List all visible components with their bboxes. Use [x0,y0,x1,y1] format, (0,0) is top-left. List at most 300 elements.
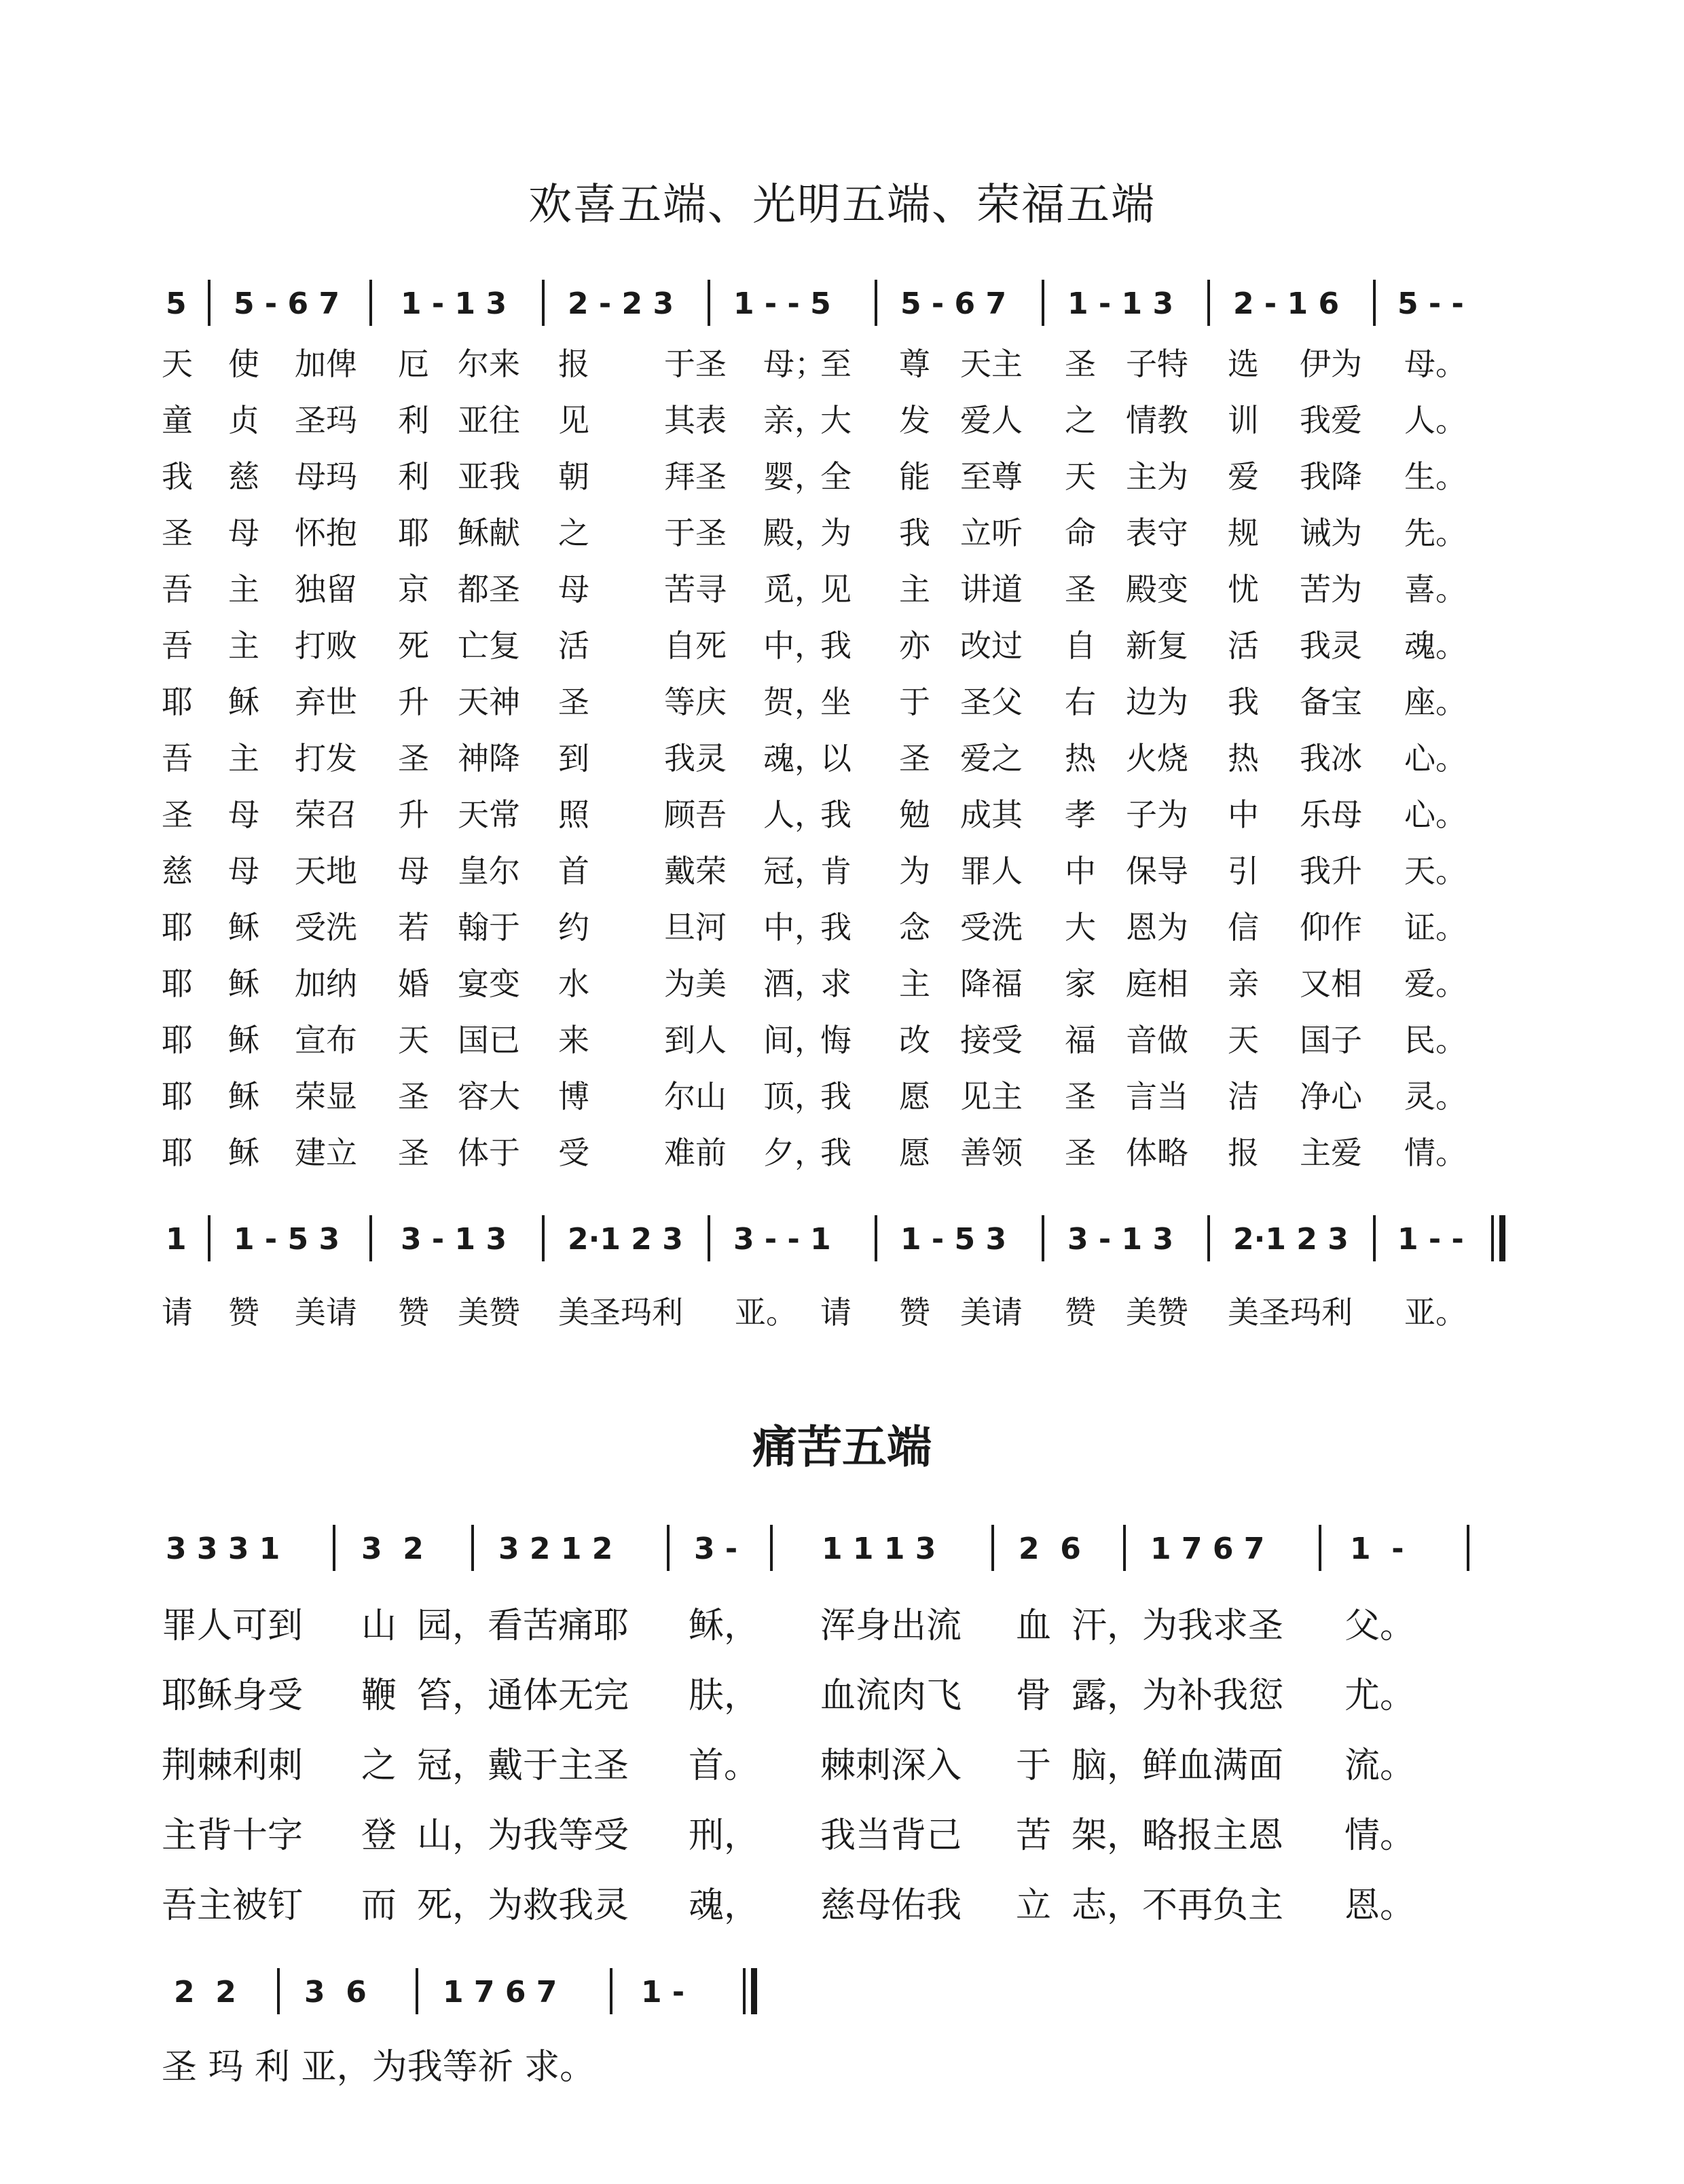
measure: 3 2 1 2 [498,1532,613,1566]
final-barline [1491,1215,1494,1261]
lyric-cell: 美请 [960,1294,1023,1331]
lyric-cell: 请 [162,1294,193,1331]
lyric-cell: 弃世 [295,684,357,720]
lyric-row [162,1597,1520,1667]
measure: 2 6 [1019,1532,1081,1566]
lyric-cell: 愿 [899,1134,930,1171]
lyric-cell: 山，为我等受 [417,1815,629,1856]
lyric-cell: 情。 [1404,1134,1467,1171]
lyric-cell: 净心 [1300,1078,1362,1115]
lyric-cell: 母 [558,571,589,608]
lyric-cell: 间， [763,1022,826,1058]
lyric-cell: 稣 [228,909,259,946]
barline [471,1525,474,1571]
lyric-cell: 到 [558,740,589,777]
barline [369,280,372,326]
lyric-cell: 恩。 [1344,1885,1416,1926]
lyric-cell: 血流肉飞 [820,1676,962,1716]
lyric-row [162,1737,1520,1807]
lyric-cell: 志，不再负主 [1072,1885,1284,1926]
lyric-cell: 母 [228,515,259,551]
lyric-cell: 拜圣 [664,458,727,495]
sorrowful-lyrics [162,1597,1520,1946]
lyric-cell: 亦 [899,627,930,664]
barline [991,1525,994,1571]
barline [1319,1525,1321,1571]
lyric-cell: 酒， [763,965,826,1002]
lyric-cell: 亚。 [1404,1294,1467,1331]
lyric-cell: 人。 [1404,402,1467,439]
lyric-cell: 稣 [228,1022,259,1058]
lyric-cell: 加纳 [295,965,357,1002]
barline [1042,280,1044,326]
lyric-cell: 罪人可到 [162,1606,304,1646]
lyric-cell: 求 [820,965,852,1002]
lyric-row [162,734,1520,790]
lyric-cell: 改 [899,1022,930,1058]
lyric-row [162,1016,1520,1072]
lyric-cell: 肯 [820,853,852,889]
lyric-row [162,508,1520,565]
lyric-cell: 爱人 [960,402,1023,439]
lyric-cell: 骨 [1016,1676,1052,1716]
lyric-cell: 见 [558,402,589,439]
lyric-cell: 刑， [689,1815,760,1856]
lyric-cell: 魂， [689,1885,760,1926]
lyric-cell: 国子 [1300,1022,1362,1058]
lyric-cell: 改过 [960,627,1023,664]
lyric-cell: 尔来 [458,346,520,382]
lyric-cell: 洁 [1228,1078,1259,1115]
lyric-cell: 冠， [763,853,826,889]
lyric-cell: 血 [1016,1606,1052,1646]
lyric-cell: 主为 [1126,458,1188,495]
lyric-cell: 罪人 [960,853,1023,889]
lyric-cell: 京 [398,571,429,608]
lyric-cell: 于 [899,684,930,720]
lyric-cell: 荣召 [295,796,357,833]
lyric-cell: 魂。 [1404,627,1467,664]
lyric-cell: 首 [558,853,589,889]
barline [875,1215,877,1261]
lyric-cell: 全 [820,458,852,495]
lyric-cell: 选 [1228,346,1259,382]
lyric-cell: 报 [558,346,589,382]
lyric-cell: 耶 [162,1078,193,1115]
lyric-cell: 活 [558,627,589,664]
lyric-cell: 人， [763,796,826,833]
lyric-cell: 忧 [1228,571,1259,608]
lyric-cell: 戴荣 [664,853,727,889]
lyric-cell: 圣 [398,740,429,777]
barline [1373,280,1376,326]
lyric-cell: 我 [820,627,852,664]
lyric-cell: 赞 [398,1294,429,1331]
measure: 1 7 6 7 [1150,1532,1265,1566]
lyric-cell: 顶， [763,1078,826,1115]
lyric-cell: 自 [1065,627,1096,664]
lyric-cell: 受洗 [295,909,357,946]
lyric-cell: 天主 [960,346,1023,382]
lyric-cell: 于 [1016,1745,1052,1786]
lyric-cell: 慈 [228,458,259,495]
lyric-cell: 皇尔 [458,853,520,889]
lyric-cell: 受洗 [960,909,1023,946]
lyric-cell: 又相 [1300,965,1362,1002]
final-barline-thick [1499,1215,1505,1261]
lyric-cell: 天地 [295,853,357,889]
barline [208,280,210,326]
lyric-cell: 美赞 [458,1294,520,1331]
lyric-cell: 稣 [228,965,259,1002]
lyric-cell: 死 [398,627,429,664]
lyric-cell: 登 [361,1815,397,1856]
lyric-row [162,396,1520,452]
lyric-cell: 庭相 [1126,965,1188,1002]
lyric-cell: 约 [558,909,589,946]
lyric-row [162,565,1520,621]
verse-lyrics [162,339,1520,1185]
lyric-cell: 耶 [162,684,193,720]
lyric-cell: 中 [1228,796,1259,833]
lyric-cell: 使 [228,346,259,382]
lyric-cell: 之 [1065,402,1096,439]
barline [277,1968,280,2014]
barline [1207,280,1210,326]
lyric-cell: 独留 [295,571,357,608]
lyric-cell: 稣 [228,684,259,720]
lyric-cell: 婴， [763,458,826,495]
measure: 1 [166,1222,187,1257]
lyric-cell: 赞 [1065,1294,1096,1331]
lyric-cell: 保导 [1126,853,1188,889]
lyric-row [162,678,1520,734]
barline [208,1215,210,1261]
lyric-cell: 夕， [763,1134,826,1171]
final-barline-thick [751,1968,757,2014]
lyric-row [162,903,1520,959]
lyric-cell: 见 [820,571,852,608]
lyric-cell: 心。 [1404,740,1467,777]
measure: 3 3 3 1 [166,1532,280,1566]
lyric-cell: 慈母佑我 [820,1885,962,1926]
lyric-cell: 苦寻 [664,571,727,608]
lyric-cell: 美请 [295,1294,357,1331]
barline [416,1968,418,2014]
lyric-cell: 主 [228,571,259,608]
lyric-cell: 升 [398,684,429,720]
lyric-cell: 我当背己 [820,1815,962,1856]
refrain-lyrics [162,1288,1520,1335]
lyric-cell: 孝 [1065,796,1096,833]
lyric-cell: 大 [1065,909,1096,946]
lyric-cell: 命 [1065,515,1096,551]
lyric-cell: 圣 [398,1134,429,1171]
lyric-cell: 吾 [162,740,193,777]
lyric-cell: 圣 [398,1078,429,1115]
lyric-cell: 母 [228,796,259,833]
lyric-cell: 吾主被钉 [162,1885,304,1926]
barline [1123,1525,1126,1571]
lyric-row [162,790,1520,847]
notation-row-verse [166,277,1517,331]
notation-row-sorrowful [166,1522,1517,1576]
lyric-cell: 我 [1228,684,1259,720]
lyric-cell: 爱之 [960,740,1023,777]
lyric-cell: 尔山 [664,1078,727,1115]
lyric-cell: 其表 [664,402,727,439]
lyric-cell: 训 [1228,402,1259,439]
lyric-cell: 愿 [899,1078,930,1115]
lyric-cell: 天 [398,1022,429,1058]
lyric-cell: 山 [361,1606,397,1646]
lyric-cell: 体于 [458,1134,520,1171]
lyric-cell: 汗，为我求圣 [1072,1606,1284,1646]
lyric-cell: 家 [1065,965,1096,1002]
lyric-cell: 园，看苦痛耶 [417,1606,629,1646]
lyric-cell: 打败 [295,627,357,664]
lyric-cell: 自死 [664,627,727,664]
lyric-cell: 活 [1228,627,1259,664]
lyric-cell: 我 [820,909,852,946]
measure: 3 2 [361,1532,424,1566]
measure: 3 - [694,1532,738,1566]
final-barline [743,1968,746,2014]
lyric-cell: 首。 [689,1745,760,1786]
lyric-cell: 我 [820,796,852,833]
lyric-cell: 亲 [1228,965,1259,1002]
lyric-cell: 表守 [1126,515,1188,551]
lyric-cell: 福 [1065,1022,1096,1058]
lyric-cell: 于圣 [664,515,727,551]
lyric-cell: 棘刺深入 [820,1745,962,1786]
lyric-cell: 至尊 [960,458,1023,495]
lyric-cell: 稣献 [458,515,520,551]
lyric-cell: 亚。 [735,1294,797,1331]
lyric-cell: 耶 [162,909,193,946]
lyric-cell: 请 [820,1294,852,1331]
lyric-cell: 魂， [763,740,826,777]
lyric-cell: 立听 [960,515,1023,551]
lyric-cell: 利 [398,402,429,439]
lyric-cell: 中 [1065,853,1096,889]
lyric-cell: 之 [361,1745,397,1786]
lyric-cell: 浑身出流 [820,1606,962,1646]
lyric-cell: 之 [558,515,589,551]
lyric-cell: 降福 [960,965,1023,1002]
barline [667,1525,670,1571]
measure: 2·1 2 3 [568,1222,683,1257]
lyric-cell: 到人 [664,1022,727,1058]
lyric-cell: 大 [820,402,852,439]
measure: 1 - [641,1975,685,2010]
lyric-cell: 吾 [162,571,193,608]
barline [1207,1215,1210,1261]
lyric-cell: 来 [558,1022,589,1058]
lyric-cell: 我灵 [664,740,727,777]
measure: 2·1 2 3 [1233,1222,1349,1257]
lyric-cell: 天神 [458,684,520,720]
lyric-cell: 受 [558,1134,589,1171]
lyric-cell: 难前 [664,1134,727,1171]
lyric-cell: 证。 [1404,909,1467,946]
lyric-cell: 善领 [960,1134,1023,1171]
measure: 1 - 1 3 [401,286,507,321]
lyric-cell: 怀抱 [295,515,357,551]
lyric-cell: 音做 [1126,1022,1188,1058]
lyric-cell: 我升 [1300,853,1362,889]
lyric-cell: 加俾 [295,346,357,382]
lyric-cell: 喜。 [1404,571,1467,608]
lyric-cell: 为 [820,515,852,551]
lyric-cell: 为 [899,853,930,889]
lyric-cell: 我降 [1300,458,1362,495]
barline [369,1215,372,1261]
barline [610,1968,612,2014]
lyric-row [162,959,1520,1016]
lyric-cell: 备宝 [1300,684,1362,720]
lyric-cell: 苦为 [1300,571,1362,608]
lyric-cell: 旦河 [664,909,727,946]
lyric-cell: 冠，戴于主圣 [417,1745,629,1786]
measure: 1 1 1 3 [822,1532,936,1566]
final-lyric: 圣 玛 利 亚，为我等祈 求。 [162,2047,596,2088]
lyric-cell: 立 [1016,1885,1052,1926]
lyric-cell: 言当 [1126,1078,1188,1115]
lyric-cell: 架，略报主恩 [1072,1815,1284,1856]
lyric-cell: 圣 [899,740,930,777]
lyric-cell: 亚我 [458,458,520,495]
lyric-cell: 赞 [899,1294,930,1331]
barline [333,1525,335,1571]
lyric-cell: 父。 [1344,1606,1416,1646]
lyric-cell: 坐 [820,684,852,720]
lyric-row [162,1667,1520,1737]
measure: 2 - 2 3 [568,286,674,321]
lyric-cell: 稣 [228,1134,259,1171]
lyric-cell: 圣玛 [295,402,357,439]
measure: 3 - 1 3 [1067,1222,1174,1257]
lyric-cell: 亡复 [458,627,520,664]
lyric-row [162,1072,1520,1128]
lyric-cell: 尊 [899,346,930,382]
lyric-cell: 火烧 [1126,740,1188,777]
lyric-row [162,621,1520,678]
barline [875,280,877,326]
lyric-row [162,1128,1520,1185]
lyric-cell: 贞 [228,402,259,439]
lyric-cell: 死，为救我灵 [417,1885,629,1926]
lyric-cell: 右 [1065,684,1096,720]
lyric-cell: 国已 [458,1022,520,1058]
measure: 5 - - [1397,286,1464,321]
lyric-cell: 圣 [162,796,193,833]
measure: 5 [166,286,187,321]
lyric-cell: 悔 [820,1022,852,1058]
lyric-cell: 热 [1065,740,1096,777]
lyric-cell: 宴变 [458,965,520,1002]
barline [1467,1525,1469,1571]
lyric-cell: 圣 [1065,571,1096,608]
lyric-cell: 情。 [1344,1815,1416,1856]
measure: 3 6 [304,1975,367,2010]
lyric-cell: 朝 [558,458,589,495]
lyric-cell: 吾 [162,627,193,664]
lyric-cell: 子为 [1126,796,1188,833]
lyric-cell: 水 [558,965,589,1002]
section-title: 痛苦五端 [752,1420,932,1473]
lyric-cell: 中， [763,909,826,946]
lyric-cell: 慈 [162,853,193,889]
lyric-cell: 情教 [1126,402,1188,439]
lyric-cell: 接受 [960,1022,1023,1058]
page-title: 欢喜五端、光明五端、荣福五端 [528,180,1156,230]
lyric-cell: 我 [820,1134,852,1171]
measure: 2 - 1 6 [1233,286,1340,321]
lyric-cell: 肤， [689,1676,760,1716]
lyric-cell: 爱 [1228,458,1259,495]
lyric-cell: 耶 [162,1022,193,1058]
lyric-cell: 子特 [1126,346,1188,382]
lyric-cell: 流。 [1344,1745,1416,1786]
lyric-cell: 天 [162,346,193,382]
lyric-cell: 稣 [228,1078,259,1115]
notation-row-ending [166,1965,981,2020]
lyric-cell: 尤。 [1344,1676,1416,1716]
lyric-cell: 座。 [1404,684,1467,720]
lyric-cell: 母。 [1404,346,1467,382]
lyric-cell: 报 [1228,1134,1259,1171]
lyric-cell: 讲道 [960,571,1023,608]
lyric-cell: 主 [899,571,930,608]
lyric-cell: 脑，鲜血满面 [1072,1745,1284,1786]
lyric-cell: 伊为 [1300,346,1362,382]
lyric-cell: 苦 [1016,1815,1052,1856]
lyric-cell: 若 [398,909,429,946]
lyric-cell: 爱。 [1404,965,1467,1002]
lyric-cell: 热 [1228,740,1259,777]
lyric-cell: 引 [1228,853,1259,889]
lyric-cell: 母 [398,853,429,889]
lyric-cell: 母； [763,346,826,382]
lyric-cell: 耶 [398,515,429,551]
lyric-cell: 规 [1228,515,1259,551]
lyric-cell: 圣父 [960,684,1023,720]
lyric-cell: 容大 [458,1078,520,1115]
lyric-cell: 恩为 [1126,909,1188,946]
lyric-cell: 露，为补我愆 [1072,1676,1284,1716]
lyric-cell: 笞，通体无完 [417,1676,629,1716]
lyric-cell: 于圣 [664,346,727,382]
lyric-cell: 成其 [960,796,1023,833]
lyric-cell: 念 [899,909,930,946]
lyric-cell: 天 [1065,458,1096,495]
lyric-cell: 圣 [558,684,589,720]
lyric-row [162,452,1520,508]
lyric-cell: 荆棘利刺 [162,1745,304,1786]
lyric-cell: 稣， [689,1606,760,1646]
lyric-cell: 至 [820,346,852,382]
barline [708,280,710,326]
measure: 1 - - 5 [733,286,831,321]
measure: 1 - 5 3 [234,1222,340,1257]
lyric-cell: 都圣 [458,571,520,608]
lyric-cell: 圣 [1065,1078,1096,1115]
lyric-cell: 我爱 [1300,402,1362,439]
notation-row-refrain [166,1213,1517,1267]
lyric-cell: 美赞 [1126,1294,1188,1331]
lyric-cell: 诫为 [1300,515,1362,551]
